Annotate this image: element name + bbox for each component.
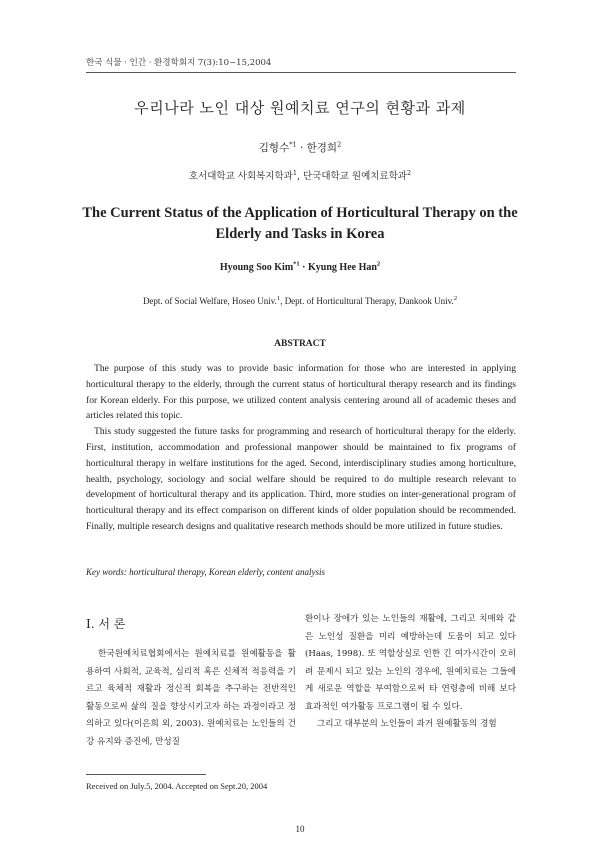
korean-author-1-sup: *1 <box>289 140 297 149</box>
korean-affil-2-sup: 2 <box>406 168 412 177</box>
abstract-body <box>86 361 516 535</box>
english-author-2: Kyung Hee Han <box>308 262 377 273</box>
korean-affil-2: 단국대학교 원예치료학과 <box>303 171 407 182</box>
korean-affil-1-sup: 1 <box>292 168 297 177</box>
body-paragraph: 그리고 대부분의 노인들이 과거 원예활동의 경험 <box>317 719 497 729</box>
english-authors <box>0 262 600 273</box>
english-affil-1-sup: 1 <box>276 295 281 302</box>
affil-separator: , <box>280 296 285 306</box>
korean-affiliations <box>0 168 600 182</box>
header-rule <box>86 72 516 73</box>
english-author-1: Hyoung Soo Kim <box>219 262 294 273</box>
body-paragraph: 환이나 장애가 있는 노인들의 재활에, 그리고 치매와 같은 노인성 질환을 미리 예방하는데 도움이 되고 있다(Haas, 1998). 또 역할상실로 인한 긴 여가시간이 오히려 문제시 되고 있는 노인의 경우에, 원예치료는 그들에게 새로운 역할을 부여함으로써 타 연령층에 비해 보다 효과적인 여가활동 프로그램이 될 수 있다. <box>305 614 516 712</box>
english-title: The Current Status of the Application of Horticultural Therapy on the Elderly and Tasks in Korea <box>82 205 518 242</box>
affil-separator: , <box>296 171 304 182</box>
english-author-1-sup: *1 <box>293 260 300 268</box>
running-head: 한국 식물 · 인간 · 환경학회지 7(3):10~15,2004 <box>86 58 272 68</box>
english-affil-1: Dept. of Social Welfare, Hoseo Univ. <box>142 296 277 306</box>
body-paragraph: 한국원예치료협회에서는 원예치료를 원예활동을 활용하여 사회적, 교육적, 심리적 혹은 신체적 적응력을 기르고 육체적 재활과 정신적 회복을 추구하는 전반적인 활동으로써 삶의 질을 향상시키고자 하는 과정이라고 정의하고 있다(이은희 외, 2003). 원예치료는 노인들의 건강 유지와 증진에, 만성질 <box>86 649 296 747</box>
korean-title: 우리나라 노인 대상 원예치료 연구의 현황과 과제 <box>134 99 466 117</box>
english-affiliations <box>0 296 600 306</box>
author-separator: · <box>296 142 307 154</box>
footnote-rule <box>86 774 206 775</box>
body-column-right <box>305 611 516 734</box>
english-affil-2: Dept. of Horticultural Therapy, Dankook Univ. <box>284 296 454 306</box>
korean-author-2: 한경희 <box>306 142 338 154</box>
body-column-left <box>86 646 296 751</box>
abstract-heading: ABSTRACT <box>274 339 326 349</box>
keywords: Key words: horticultural therapy, Korean elderly, content analysis <box>86 567 326 577</box>
author-separator: · <box>299 262 309 273</box>
footnote-received: Received on July.5, 2004. Accepted on Sept.20, 2004 <box>86 781 268 791</box>
korean-author-1: 김형수 <box>258 142 290 154</box>
abstract-paragraph-1: The purpose of this study was to provide basic information for those who are interested in applying horticultural therapy to the elderly, through the current status of horticultural therapy research and its findings for Korean elderly. For this purpose, we utilized content analysis centering around all of academic theses and articles related this topic. <box>86 363 516 422</box>
korean-authors <box>0 140 600 155</box>
korean-affil-1: 호서대학교 사회복지학과 <box>188 171 293 182</box>
section-heading-introduction: I. 서 론 <box>86 617 126 631</box>
english-affil-2-sup: 2 <box>453 295 458 302</box>
page-number: 10 <box>295 824 305 834</box>
korean-author-2-sup: 2 <box>337 140 342 149</box>
abstract-paragraph-2: This study suggested the future tasks for programming and research of horticultural therapy for the elderly. First, institution, accommodation and professional manpower should be maintained to fix programs of horticultural therapy in welfare institutions for the aged. Second, interdisciplinary studies among horticulture, health, psychology, sociology and social welfare should be required to do multiple research relevant to development of horticultural therapy and its application. Third, more studies on inter-generational program of horticultural therapy and its effect comparison on different kinds of older population should be recommended. Finally, multiple research designs and qualitative research methods should be more utilized in future studies. <box>86 426 516 532</box>
english-author-2-sup: 2 <box>376 260 381 268</box>
